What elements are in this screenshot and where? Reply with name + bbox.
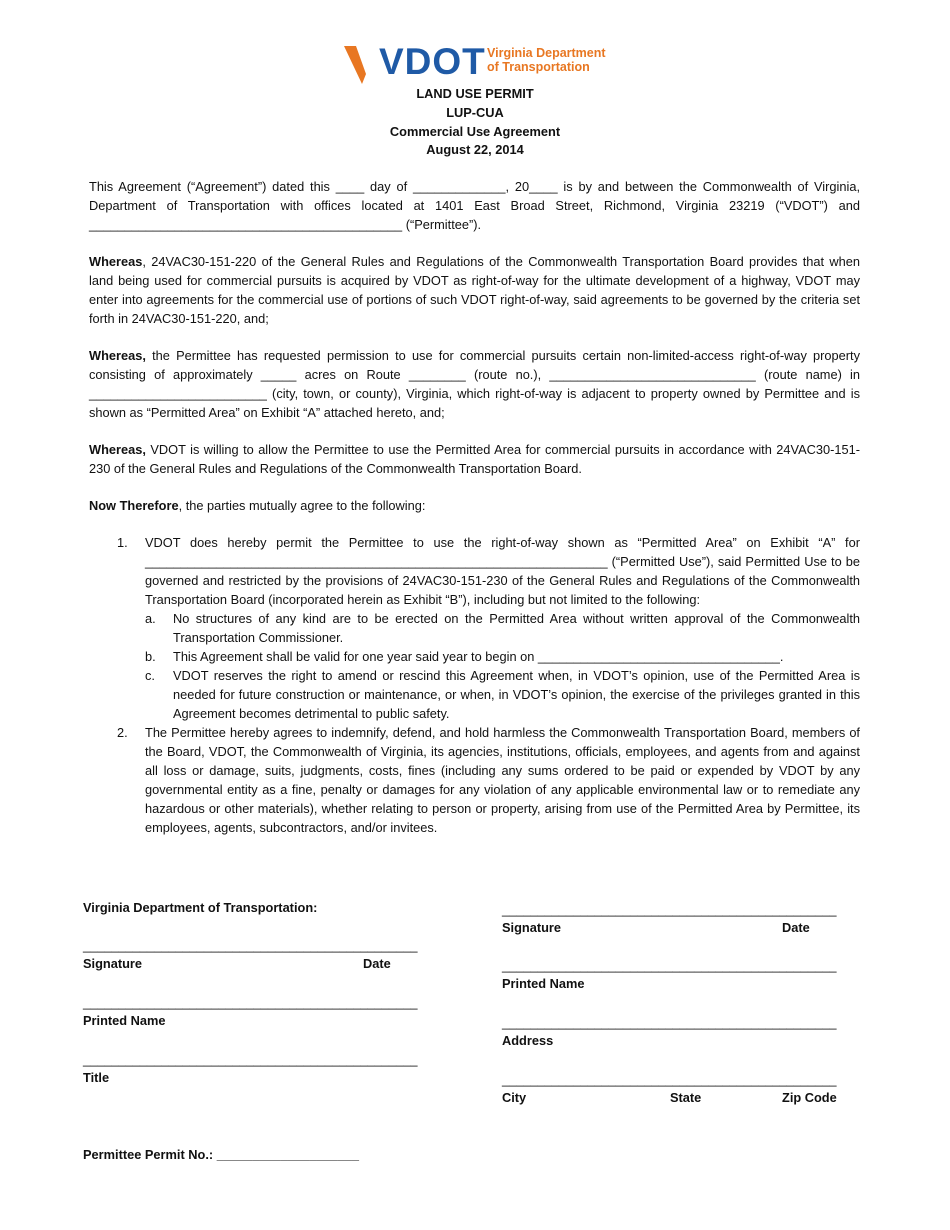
whereas-label: Whereas, xyxy=(89,442,146,457)
whereas-label: Whereas xyxy=(89,254,143,269)
logo-line-1: Virginia Department xyxy=(487,46,606,60)
city-label: City xyxy=(502,1090,527,1105)
subitem-letter: b. xyxy=(145,649,156,664)
title-line: _______________________________________________ xyxy=(83,1052,418,1067)
now-therefore-text: , the parties mutually agree to the following: xyxy=(178,498,426,513)
heading-title: LAND USE PERMIT xyxy=(416,86,534,101)
printed-name-line: _______________________________________________ xyxy=(83,995,418,1010)
term-subitem-a xyxy=(145,609,860,647)
address-label: Address xyxy=(502,1033,554,1048)
date-label: Date xyxy=(363,956,391,971)
city-state-zip-row xyxy=(502,1089,862,1107)
title-label: Title xyxy=(83,1070,110,1085)
subitem-text: No structures of any kind are to be erected on the Permitted Area without written approval of the Commonwealth Transportation Commissioner. xyxy=(173,611,860,645)
signature-label-row xyxy=(83,955,443,973)
signature-label: Signature xyxy=(502,920,562,935)
address-line: _______________________________________________ xyxy=(502,1015,837,1030)
permit-number-label: Permittee Permit No.: xyxy=(83,1147,214,1162)
permittee-signature-block xyxy=(502,901,862,1107)
whereas-paragraph-1 xyxy=(89,252,860,328)
signature-line: _______________________________________________ xyxy=(502,902,837,917)
term-subitem-c xyxy=(145,666,860,723)
logo-line-2: of Transportation xyxy=(487,60,590,74)
permit-number-line: ____________________ xyxy=(216,1147,360,1162)
heading-date: August 22, 2014 xyxy=(426,142,524,158)
agreement-body xyxy=(89,177,860,837)
terms-list xyxy=(89,533,860,837)
now-therefore-label: Now Therefore xyxy=(89,498,179,513)
whereas-text: the Permittee has requested permission to use for commercial pursuits certain non-limited-access right-of-way property consisting of approximately _____ acres on Route ________ (route no.), _____________________________ (route name) in _________________________ (city, town, or county), Virginia, which right-of-way is adjacent to property owned by Permittee and is shown as “Permitted Area” on Exhibit “A” attached hereto, and; xyxy=(89,348,860,420)
term-item-1 xyxy=(89,533,860,723)
whereas-text: VDOT is willing to allow the Permittee to use the Permitted Area for commercial pursuits in accordance with 24VAC30-151-230 of the General Rules and Regulations of the Commonwealth Transportation Board. xyxy=(89,442,860,476)
vdot-logo-subtitle xyxy=(487,46,606,74)
whereas-paragraph-2 xyxy=(89,346,860,422)
document-heading xyxy=(0,85,950,160)
printed-name-label: Printed Name xyxy=(502,976,585,991)
intro-paragraph: This Agreement (“Agreement”) dated this ____ day of _____________, 20____ is by and between the Commonwealth of Virginia, Department of Transportation with offices located at 1401 East Broad Street, Richmond, Virginia 23219 (“VDOT”) and ____________________________________________ (“Permittee”). xyxy=(89,179,860,232)
vdot-signature-block xyxy=(83,899,443,1087)
state-label: State xyxy=(670,1090,702,1105)
zip-label: Zip Code xyxy=(782,1090,837,1105)
signature-label-row xyxy=(502,919,862,937)
permit-number-field xyxy=(83,1146,483,1164)
whereas-label: Whereas, xyxy=(89,348,146,363)
vdot-logo xyxy=(342,42,612,88)
heading-code: LUP-CUA xyxy=(446,104,504,120)
whereas-paragraph-3 xyxy=(89,440,860,478)
subitem-text: VDOT reserves the right to amend or rescind this Agreement when, in VDOT’s opinion, use of the Permitted Area is needed for future construction or maintenance, or when, in VDOT’s opinion, the exercise of the privileges granted in this Agreement becomes detrimental to public safety. xyxy=(173,668,860,721)
date-label: Date xyxy=(782,920,810,935)
term-item-2 xyxy=(89,723,860,837)
term-number: 1. xyxy=(117,535,128,550)
term-number: 2. xyxy=(117,725,128,740)
printed-name-line: _______________________________________________ xyxy=(502,958,837,973)
subitem-text: This Agreement shall be valid for one year said year to begin on __________________________________. xyxy=(173,649,784,664)
term-text: The Permittee hereby agrees to indemnify, defend, and hold harmless the Commonwealth Transportation Board, members of the Board, VDOT, the Commonwealth of Virginia, its agencies, institutions, officials, employees, and agents from and against all loss or damage, suits, judgments, costs, fines (including any sums ordered to be paid or expended by VDOT by any governmental entity as a fine, penalty or damages for any violation of any applicable environmental law or to remediate any hazardous or other materials), whether relating to person or property, arising from use of the Permitted Area by Permittee, its employees, agents, subcontractors, and/or invitees. xyxy=(145,725,860,835)
subitem-letter: a. xyxy=(145,611,156,626)
whereas-text: , 24VAC30-151-220 of the General Rules and Regulations of the Commonwealth Transportation Board provides that when land being used for commercial pursuits is acquired by VDOT as right-of-way for the ultimate development of a highway, VDOT may enter into agreements for the commercial use of portions of such VDOT right-of-way, said agreements to be governed by the criteria set forth in 24VAC30-151-220, and; xyxy=(89,254,860,326)
heading-subtitle: Commercial Use Agreement xyxy=(389,123,561,139)
signature-label: Signature xyxy=(83,956,143,971)
signature-line: _______________________________________________ xyxy=(83,938,418,953)
subitem-letter: c. xyxy=(145,668,155,683)
printed-name-label: Printed Name xyxy=(83,1013,166,1028)
vdot-block-title: Virginia Department of Transportation: xyxy=(83,900,318,915)
vdot-wordmark: VDOT xyxy=(379,41,486,82)
term-subitem-b xyxy=(145,647,860,666)
city-state-zip-line: _______________________________________________ xyxy=(502,1072,837,1087)
term-text: VDOT does hereby permit the Permittee to use the right-of-way shown as “Permitted Area” on Exhibit “A” for _________________________________________________________________ (“Permitted Use”), said Permitted Use to be governed and restricted by the provisions of 24VAC30-151-230 of the General Rules and Regulations of the Commonwealth Transportation Board (incorporated herein as Exhibit “B”), including but not limited to the following: xyxy=(145,535,860,607)
now-therefore-paragraph xyxy=(89,496,860,515)
